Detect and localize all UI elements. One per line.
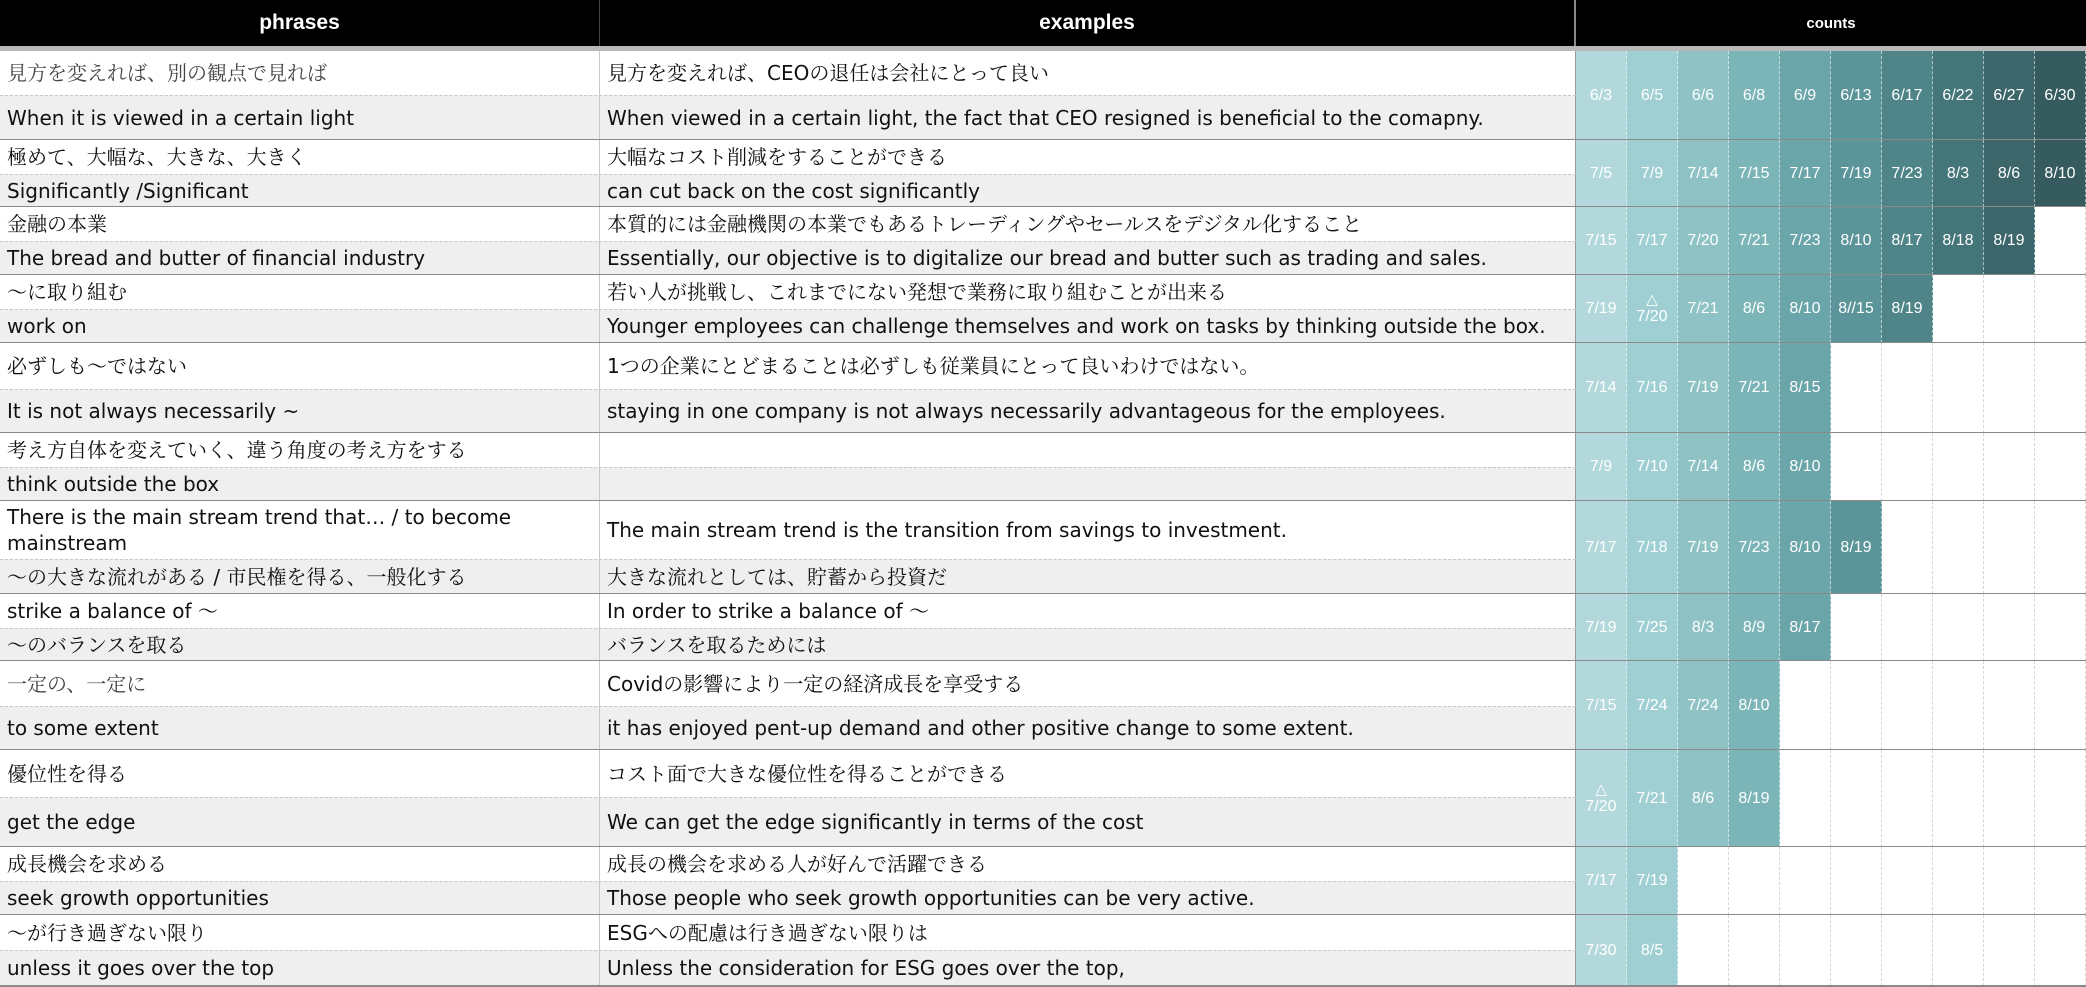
example-translation-cell[interactable] [600, 467, 1576, 501]
count-date-text: 8/10 [1789, 538, 1821, 556]
count-date-cell[interactable] [1933, 140, 1984, 207]
count-empty-cell[interactable] [1678, 915, 1729, 986]
count-empty-cell[interactable] [1882, 750, 1933, 847]
example-translation-cell[interactable]: 大きな流れとしては、貯蓄から投資だ [600, 559, 1576, 594]
count-date-text: 8/10 [1738, 696, 1770, 714]
count-date-text: 8/10 [1789, 300, 1821, 317]
count-date-cell[interactable] [1576, 847, 1627, 915]
count-date-text: 7/19 [1636, 872, 1668, 889]
count-date-cell[interactable] [1729, 140, 1780, 207]
count-date-cell[interactable] [1831, 207, 1882, 275]
count-date-cell[interactable] [1678, 140, 1729, 207]
count-date-text: 8/10 [1840, 232, 1872, 249]
count-date-cell[interactable] [1678, 501, 1729, 594]
count-date-text: 7/5 [1589, 164, 1613, 182]
example-translation-cell[interactable]: staying in one company is not always necessarily advantageous for the employees. [600, 389, 1576, 433]
count-date-cell[interactable] [1576, 433, 1627, 501]
count-date-text: 8/17 [1789, 618, 1821, 636]
count-date-cell[interactable] [1576, 51, 1627, 140]
phrase-translation-cell[interactable]: 〜のバランスを取る [0, 628, 600, 661]
count-date-cell[interactable] [1984, 207, 2035, 275]
count-empty-cell[interactable] [1831, 343, 1882, 433]
count-date-cell[interactable] [1729, 207, 1780, 275]
phrase-translation-cell[interactable]: The bread and butter of financial industry [0, 241, 600, 275]
count-empty-cell[interactable] [1882, 661, 1933, 750]
count-date-text: 7/17 [1789, 164, 1821, 182]
count-date-text: 7/16 [1636, 379, 1668, 396]
count-empty-cell[interactable] [1780, 847, 1831, 915]
count-date-cell[interactable] [1576, 594, 1627, 661]
count-date-cell[interactable] [1729, 501, 1780, 594]
count-date-text: 7/21 [1738, 232, 1770, 249]
count-date-cell[interactable] [1627, 275, 1678, 343]
count-date-text: 7/24 [1687, 696, 1719, 714]
count-empty-cell[interactable] [2035, 847, 2086, 915]
count-date-text: 7/25 [1636, 618, 1668, 636]
phrase-translation-cell[interactable]: unless it goes over the top [0, 950, 600, 986]
example-translation-cell[interactable]: Younger employees can challenge themselves and work on tasks by thinking outside the box. [600, 309, 1576, 343]
count-date-cell[interactable] [1576, 750, 1627, 847]
example-cell[interactable]: 成長の機会を求める人が好んで活躍できる [600, 847, 1576, 881]
phrase-cell[interactable]: 〜に取り組む [0, 275, 600, 309]
phrase-cell[interactable]: 必ずしも〜ではない [0, 343, 600, 389]
count-date-text: 7/19 [1687, 379, 1719, 396]
phrase-cell[interactable]: strike a balance of 〜 [0, 594, 600, 628]
triangle-mark-icon: △ [1595, 780, 1607, 798]
count-date-cell[interactable] [1882, 140, 1933, 207]
count-date-cell[interactable] [1780, 207, 1831, 275]
phrase-cell[interactable]: 一定の、一定に [0, 661, 600, 706]
count-date-cell[interactable] [1678, 207, 1729, 275]
count-empty-cell[interactable] [2035, 433, 2086, 501]
example-translation-cell[interactable]: Those people who seek growth opportunities can be very active. [600, 881, 1576, 915]
count-date-cell[interactable] [1576, 207, 1627, 275]
count-empty-cell[interactable] [1882, 343, 1933, 433]
count-date-text: 8/10 [2044, 164, 2076, 182]
count-date-cell[interactable] [1627, 661, 1678, 750]
count-date-text: 8/19 [1840, 538, 1872, 556]
count-date-cell[interactable] [1576, 661, 1627, 750]
count-date-text: 8/15 [1789, 379, 1821, 396]
count-date-text: 7/20 [1636, 308, 1668, 325]
count-date-text: 6/30 [2044, 86, 2076, 104]
row-inner-divider [0, 241, 1576, 242]
count-date-text: 7/15 [1585, 232, 1617, 249]
count-empty-cell[interactable] [2035, 750, 2086, 847]
example-cell[interactable]: 大幅なコスト削減をすることができる [600, 140, 1576, 174]
count-date-cell[interactable] [1627, 847, 1678, 915]
count-date-cell[interactable] [1933, 207, 1984, 275]
phrase-cell[interactable]: 極めて、大幅な、大きな、大きく [0, 140, 600, 174]
count-date-cell[interactable] [1780, 343, 1831, 433]
count-date-text: 7/23 [1891, 164, 1923, 182]
row-inner-divider [0, 95, 1576, 96]
count-empty-cell[interactable] [1984, 750, 2035, 847]
count-date-cell[interactable] [1831, 51, 1882, 140]
count-date-cell[interactable] [1627, 207, 1678, 275]
phrase-translation-cell[interactable]: to some extent [0, 706, 600, 750]
count-date-cell[interactable] [1882, 207, 1933, 275]
count-date-cell[interactable] [1729, 594, 1780, 661]
count-date-text: 7/17 [1636, 232, 1668, 249]
count-date-cell[interactable] [1780, 594, 1831, 661]
phrase-cell[interactable]: 〜が行き過ぎない限り [0, 915, 600, 950]
count-empty-cell[interactable] [1780, 915, 1831, 986]
count-empty-cell[interactable] [1984, 343, 2035, 433]
count-empty-cell[interactable] [1933, 433, 1984, 501]
count-date-cell[interactable] [1627, 140, 1678, 207]
header-examples[interactable]: examples [600, 0, 1576, 46]
example-cell[interactable]: 若い人が挑戦し、これまでにない発想で業務に取り組むことが出来る [600, 275, 1576, 309]
example-translation-cell[interactable]: Essentially, our objective is to digitalize our bread and butter such as trading and sales. [600, 241, 1576, 275]
phrase-translation-cell[interactable]: think outside the box [0, 467, 600, 501]
count-date-cell[interactable] [1780, 433, 1831, 501]
count-date-cell[interactable] [1882, 275, 1933, 343]
count-date-cell[interactable] [1729, 433, 1780, 501]
count-empty-cell[interactable] [1678, 847, 1729, 915]
count-empty-cell[interactable] [1882, 501, 1933, 594]
count-empty-cell[interactable] [2035, 343, 2086, 433]
count-date-text: 6/8 [1742, 86, 1766, 104]
count-date-text: 7/10 [1636, 458, 1668, 475]
example-cell[interactable]: ESGへの配慮は行き過ぎない限りは [600, 915, 1576, 950]
phrase-translation-cell[interactable]: get the edge [0, 797, 600, 847]
count-date-cell[interactable] [1627, 750, 1678, 847]
example-cell[interactable]: 本質的には金融機関の本業でもあるトレーディングやセールスをデジタル化すること [600, 207, 1576, 241]
phrase-cell[interactable]: 金融の本業 [0, 207, 600, 241]
count-date-text: 6/13 [1840, 86, 1872, 104]
count-date-text: 7/21 [1636, 789, 1668, 807]
row-inner-divider [0, 559, 1576, 560]
example-translation-cell[interactable]: it has enjoyed pent-up demand and other positive change to some extent. [600, 706, 1576, 750]
count-date-text: 8/6 [1742, 458, 1766, 475]
count-date-text: 6/27 [1993, 86, 2025, 104]
count-date-cell[interactable] [1831, 501, 1882, 594]
count-empty-cell[interactable] [1933, 594, 1984, 661]
count-date-text: 8/3 [1691, 618, 1715, 636]
example-translation-cell[interactable]: Unless the consideration for ESG goes over the top, [600, 950, 1576, 986]
count-date-cell[interactable] [1780, 275, 1831, 343]
row-inner-divider [0, 797, 1576, 798]
example-cell[interactable]: コスト面で大きな優位性を得ることができる [600, 750, 1576, 797]
count-empty-cell[interactable] [1729, 915, 1780, 986]
count-date-cell[interactable] [1780, 51, 1831, 140]
header-phrases[interactable]: phrases [0, 0, 600, 46]
count-date-text: 8/19 [1993, 232, 2025, 249]
count-date-text: 7/19 [1840, 164, 1872, 182]
phrase-translation-cell[interactable]: When it is viewed in a certain light [0, 95, 600, 140]
example-translation-cell[interactable]: When viewed in a certain light, the fact that CEO resigned is beneficial to the comapny. [600, 95, 1576, 140]
count-empty-cell[interactable] [1882, 915, 1933, 986]
count-date-text: 7/19 [1585, 300, 1617, 317]
count-date-text: 7/23 [1738, 538, 1770, 556]
row-inner-divider [0, 174, 1576, 175]
count-empty-cell[interactable] [1831, 433, 1882, 501]
phrase-cell[interactable]: 優位性を得る [0, 750, 600, 797]
count-empty-cell[interactable] [1933, 501, 1984, 594]
count-date-text: 8/18 [1942, 232, 1974, 249]
count-empty-cell[interactable] [1933, 915, 1984, 986]
count-empty-cell[interactable] [1780, 661, 1831, 750]
phrase-cell[interactable]: 見方を変えれば、別の観点で見れば [0, 51, 600, 95]
count-date-text: 8/19 [1738, 789, 1770, 807]
row-inner-divider [0, 467, 1576, 468]
count-empty-cell[interactable] [2035, 275, 2086, 343]
count-empty-cell[interactable] [2035, 915, 2086, 986]
count-date-text: 7/15 [1738, 164, 1770, 182]
count-date-cell[interactable] [1627, 51, 1678, 140]
count-date-cell[interactable] [1831, 140, 1882, 207]
count-date-text: 7/9 [1640, 164, 1664, 182]
count-date-text: 6/5 [1640, 86, 1664, 104]
count-date-cell[interactable] [1882, 51, 1933, 140]
count-date-cell[interactable] [1576, 915, 1627, 986]
count-date-text: 7/18 [1636, 538, 1668, 556]
count-date-cell[interactable] [1729, 275, 1780, 343]
count-empty-cell[interactable] [1984, 661, 2035, 750]
row-inner-divider [0, 950, 1576, 951]
example-translation-cell[interactable]: We can get the edge significantly in terms of the cost [600, 797, 1576, 847]
count-date-cell[interactable] [1780, 501, 1831, 594]
example-cell[interactable] [600, 433, 1576, 467]
count-date-cell[interactable] [1831, 275, 1882, 343]
count-empty-cell[interactable] [1984, 433, 2035, 501]
count-date-cell[interactable] [1627, 915, 1678, 986]
count-date-text: 8/5 [1640, 941, 1664, 959]
count-date-text: 8/6 [1742, 300, 1766, 317]
count-empty-cell[interactable] [1729, 847, 1780, 915]
count-date-text: 8/9 [1742, 618, 1766, 636]
count-date-cell[interactable] [2035, 51, 2086, 140]
phrase-cell[interactable]: 考え方自体を変えていく、違う角度の考え方をする [0, 433, 600, 467]
count-date-cell[interactable] [1729, 343, 1780, 433]
count-date-text: 8/6 [1997, 164, 2021, 182]
count-date-text: 7/19 [1687, 538, 1719, 556]
count-empty-cell[interactable] [1882, 594, 1933, 661]
row-inner-divider [0, 389, 1576, 390]
count-date-text: 7/21 [1687, 300, 1719, 317]
count-date-text: 7/21 [1738, 379, 1770, 396]
count-date-cell[interactable] [1627, 433, 1678, 501]
example-cell[interactable]: The main stream trend is the transition from savings to investment. [600, 501, 1576, 559]
count-date-cell[interactable] [1729, 661, 1780, 750]
count-empty-cell[interactable] [1984, 275, 2035, 343]
count-empty-cell[interactable] [1984, 594, 2035, 661]
phrase-translation-cell[interactable]: Significantly /Significant [0, 174, 600, 207]
count-empty-cell[interactable] [1831, 847, 1882, 915]
count-empty-cell[interactable] [1933, 750, 1984, 847]
count-empty-cell[interactable] [1882, 847, 1933, 915]
count-empty-cell[interactable] [2035, 594, 2086, 661]
count-empty-cell[interactable] [1984, 501, 2035, 594]
count-date-text: 7/17 [1585, 872, 1617, 889]
row-inner-divider [0, 628, 1576, 629]
phrase-translation-cell[interactable]: work on [0, 309, 600, 343]
count-date-cell[interactable] [1678, 51, 1729, 140]
count-date-text: 6/17 [1891, 86, 1923, 104]
count-date-text: 7/20 [1585, 797, 1617, 815]
phrase-translation-cell[interactable]: seek growth opportunities [0, 881, 600, 915]
count-empty-cell[interactable] [1831, 594, 1882, 661]
count-empty-cell[interactable] [1933, 661, 1984, 750]
example-translation-cell[interactable]: バランスを取るためには [600, 628, 1576, 661]
count-date-text: 7/14 [1687, 458, 1719, 475]
count-empty-cell[interactable] [1933, 275, 1984, 343]
count-date-cell[interactable] [1780, 140, 1831, 207]
count-date-text: 6/9 [1793, 86, 1817, 104]
count-date-cell[interactable] [1729, 51, 1780, 140]
count-date-text: 7/14 [1585, 379, 1617, 396]
row-inner-divider [0, 881, 1576, 882]
count-date-cell[interactable] [1678, 343, 1729, 433]
count-empty-cell[interactable] [1831, 750, 1882, 847]
count-date-cell[interactable] [1678, 275, 1729, 343]
example-translation-cell[interactable]: can cut back on the cost significantly [600, 174, 1576, 207]
count-date-text: 7/30 [1585, 941, 1617, 959]
count-date-text: 7/9 [1589, 458, 1613, 475]
row-inner-divider [0, 309, 1576, 310]
count-date-text: 8/17 [1891, 232, 1923, 249]
count-date-text: 8//15 [1838, 300, 1874, 317]
count-date-cell[interactable] [1933, 51, 1984, 140]
count-empty-cell[interactable] [1933, 847, 1984, 915]
count-empty-cell[interactable] [1831, 915, 1882, 986]
example-cell[interactable]: In order to strike a balance of 〜 [600, 594, 1576, 628]
count-date-text: 8/3 [1946, 164, 1970, 182]
count-date-cell[interactable] [1627, 594, 1678, 661]
header-counts[interactable]: counts [1576, 0, 2086, 46]
count-date-text: 6/22 [1942, 86, 1974, 104]
count-date-text: 7/14 [1687, 164, 1719, 182]
example-cell[interactable]: Covidの影響により一定の経済成長を享受する [600, 661, 1576, 706]
count-date-cell[interactable] [1576, 275, 1627, 343]
phrase-cell[interactable]: 成長機会を求める [0, 847, 600, 881]
example-cell[interactable]: 1つの企業にとどまることは必ずしも従業員にとって良いわけではない。 [600, 343, 1576, 389]
count-empty-cell[interactable] [1984, 847, 2035, 915]
count-date-text: 7/24 [1636, 696, 1668, 714]
row-inner-divider [0, 706, 1576, 707]
count-date-text: 7/20 [1687, 232, 1719, 249]
count-empty-cell[interactable] [2035, 661, 2086, 750]
count-date-cell[interactable] [2035, 140, 2086, 207]
count-date-text: 8/19 [1891, 300, 1923, 317]
phrase-translation-cell[interactable]: It is not always necessarily ~ [0, 389, 600, 433]
count-empty-cell[interactable] [2035, 207, 2086, 275]
count-date-text: 7/19 [1585, 618, 1617, 636]
count-date-cell[interactable] [1984, 51, 2035, 140]
phrase-cell[interactable]: There is the main stream trend that… / to become mainstream [0, 501, 600, 559]
count-date-cell[interactable] [1627, 501, 1678, 594]
count-date-text: 7/15 [1585, 696, 1617, 714]
count-empty-cell[interactable] [1780, 750, 1831, 847]
count-date-text: 6/6 [1691, 86, 1715, 104]
example-cell[interactable]: 見方を変えれば、CEOの退任は会社にとって良い [600, 51, 1576, 95]
count-date-text: 8/6 [1691, 789, 1715, 807]
count-empty-cell[interactable] [1933, 343, 1984, 433]
count-date-cell[interactable] [1984, 140, 2035, 207]
count-date-text: 7/23 [1789, 232, 1821, 249]
count-date-text: 6/3 [1589, 86, 1613, 104]
count-date-cell[interactable] [1678, 594, 1729, 661]
count-date-cell[interactable] [1627, 343, 1678, 433]
count-date-cell[interactable] [1678, 661, 1729, 750]
count-empty-cell[interactable] [1882, 433, 1933, 501]
count-date-text: 8/10 [1789, 458, 1821, 475]
count-date-cell[interactable] [1576, 501, 1627, 594]
count-date-cell[interactable] [1678, 750, 1729, 847]
count-date-cell[interactable] [1678, 433, 1729, 501]
triangle-mark-icon: △ [1646, 291, 1658, 308]
phrase-translation-cell[interactable]: 〜の大きな流れがある / 市民権を得る、一般化する [0, 559, 600, 594]
count-date-text: 7/17 [1585, 538, 1617, 556]
count-date-cell[interactable] [1576, 140, 1627, 207]
count-date-cell[interactable] [1729, 750, 1780, 847]
count-empty-cell[interactable] [2035, 501, 2086, 594]
count-empty-cell[interactable] [1984, 915, 2035, 986]
count-date-cell[interactable] [1576, 343, 1627, 433]
count-empty-cell[interactable] [1831, 661, 1882, 750]
